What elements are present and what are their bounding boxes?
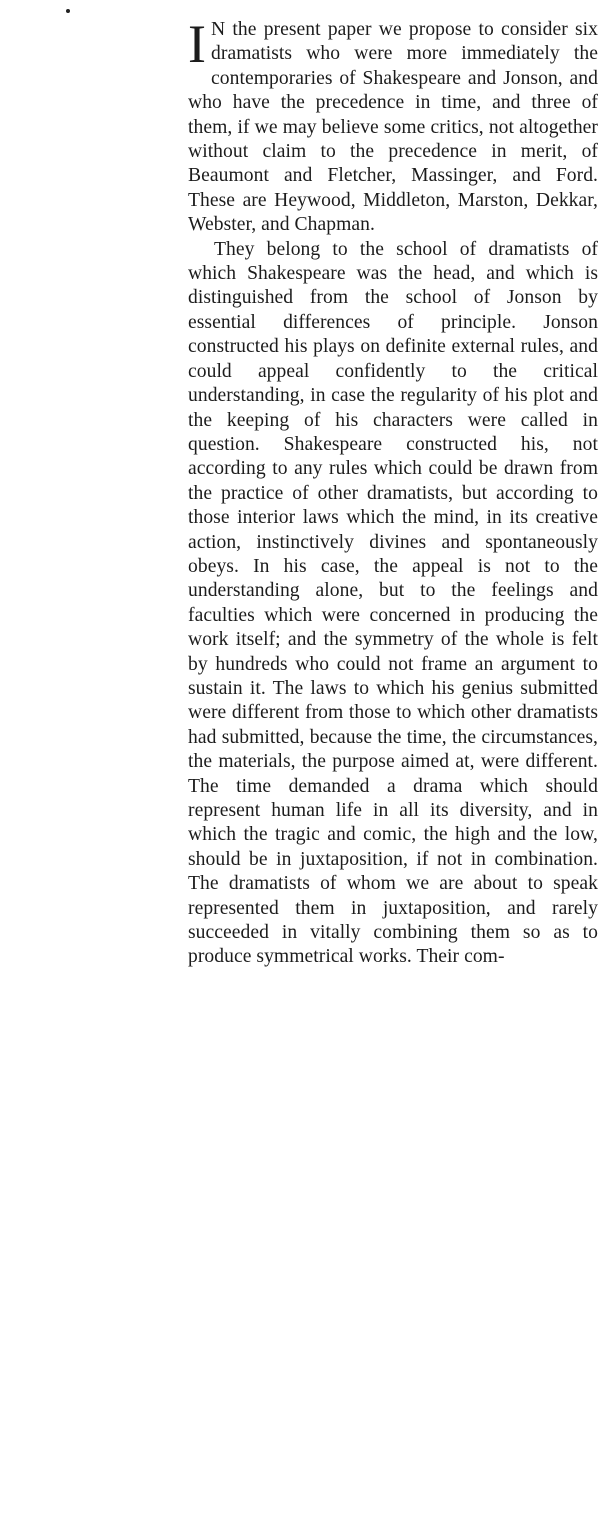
paragraph-1-text: N the present paper we propose to consider six dramatists who were more immediately the contemporaries of Shakespeare and Jonson, and who have the precedence in time, and three of them, if we may believe some critics, not altogether without claim to the precedence in merit, of Beaumont and Fletcher, Massinger, and Ford. These are Heywood, Middleton, Marston, Dekkar, Webster, and Chapman.	[188, 19, 598, 236]
paragraph-1	[188, 14, 598, 238]
paragraph-2: They belong to the school of dramatists of which Shakespeare was the head, and which is distinguished from the school of Jonson by essential differences of principle. Jonson constructed his plays on definite external rules, and could appeal confidently to the critical understanding, in case the regularity of his plot and the keeping of his characters were called in question. Shakespeare constructed his, not according to any rules which could be drawn from the practice of other dramatists, but according to those interior laws which the mind, in its creative action, instinctively divines and spontaneously obeys. In his case, the appeal is not to the understanding alone, but to the feelings and faculties which were concerned in producing the work itself; and the symmetry of the whole is felt by hundreds who could not frame an argument to sustain it. The laws to which his genius submitted were different from those to which other dramatists had submitted, because the time, the circumstances, the materials, the purpose aimed at, were different. The time demanded a drama which should represent human life in all its diversity, and in which the tragic and comic, the high and the low, should be in juxtaposition, if not in combination. The dramatists of whom we are about to speak represented them in juxtaposition, and rarely succeeded in vitally combining them so as to produce symmetrical works. Their com-	[188, 238, 598, 968]
stray-ink-mark	[66, 9, 70, 13]
article-column	[188, 14, 598, 970]
drop-cap: I	[188, 14, 207, 74]
